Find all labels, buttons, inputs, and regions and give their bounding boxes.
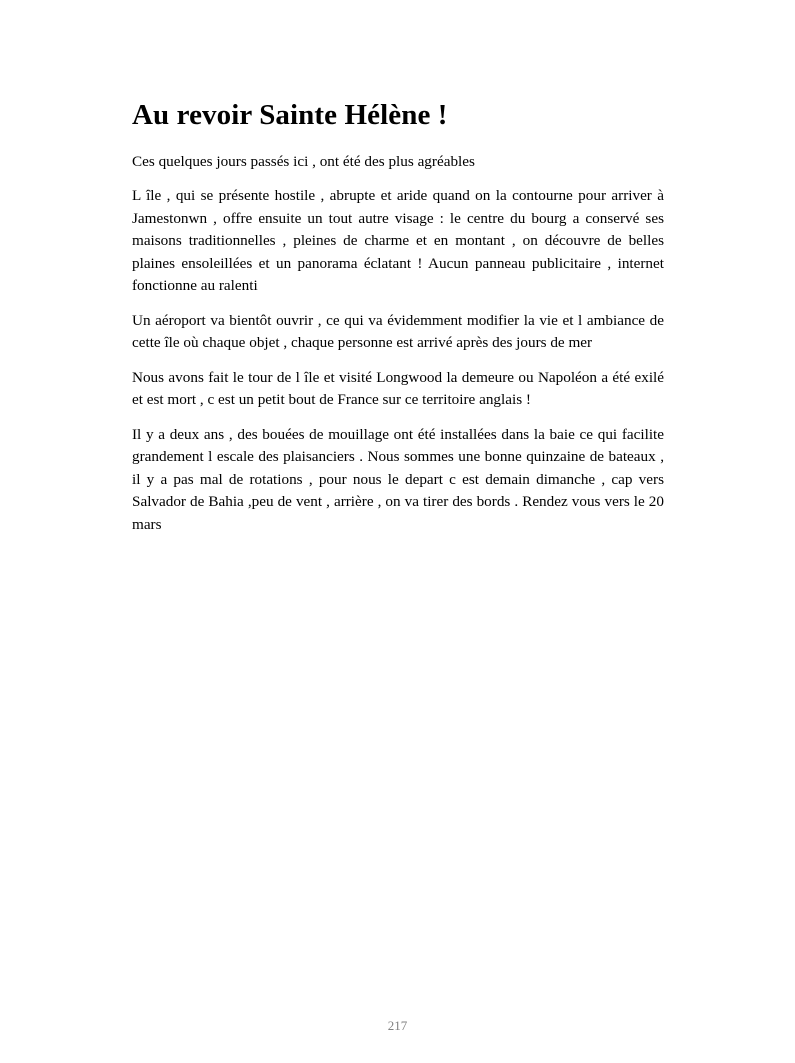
paragraph-island: L île , qui se présente hostile , abrupte et aride quand on la contourne pour arriver à Jamestonwn , offre ensuite un tout autre visage : le centre du bourg a conservé ses maisons traditionnelles , pleines de charme et en montant , on découvre de belles plaines ensoleillées et un panorama éclatant ! Aucun panneau publicitaire , internet fonctionne au ralenti bbox=[132, 187, 664, 295]
page-content bbox=[132, 98, 664, 548]
page-title: Au revoir Sainte Hélène ! bbox=[132, 99, 448, 131]
paragraph-intro: Ces quelques jours passés ici , ont été des plus agréables bbox=[132, 152, 475, 170]
paragraph-departure: Il y a deux ans , des bouées de mouillage ont été installées dans la baie ce qui facilite grandement l escale des plaisanciers . Nous sommes une bonne quinzaine de bateaux , il y a pas mal de rotations , pour nous le depart c est demain dimanche , cap vers Salvador de Bahia ,peu de vent , arrière , on va tirer des bords . Rendez vous vers le 20 mars bbox=[132, 425, 664, 533]
paragraph-airport: Un aéroport va bientôt ouvrir , ce qui va évidemment modifier la vie et l ambiance de cette île où chaque objet , chaque personne est arrivé après des jours de mer bbox=[132, 311, 664, 352]
paragraph-longwood: Nous avons fait le tour de l île et visité Longwood la demeure ou Napoléon a été exilé et est mort , c est un petit bout de France sur ce territoire anglais ! bbox=[132, 368, 664, 409]
page-number: 217 bbox=[387, 1018, 408, 1033]
